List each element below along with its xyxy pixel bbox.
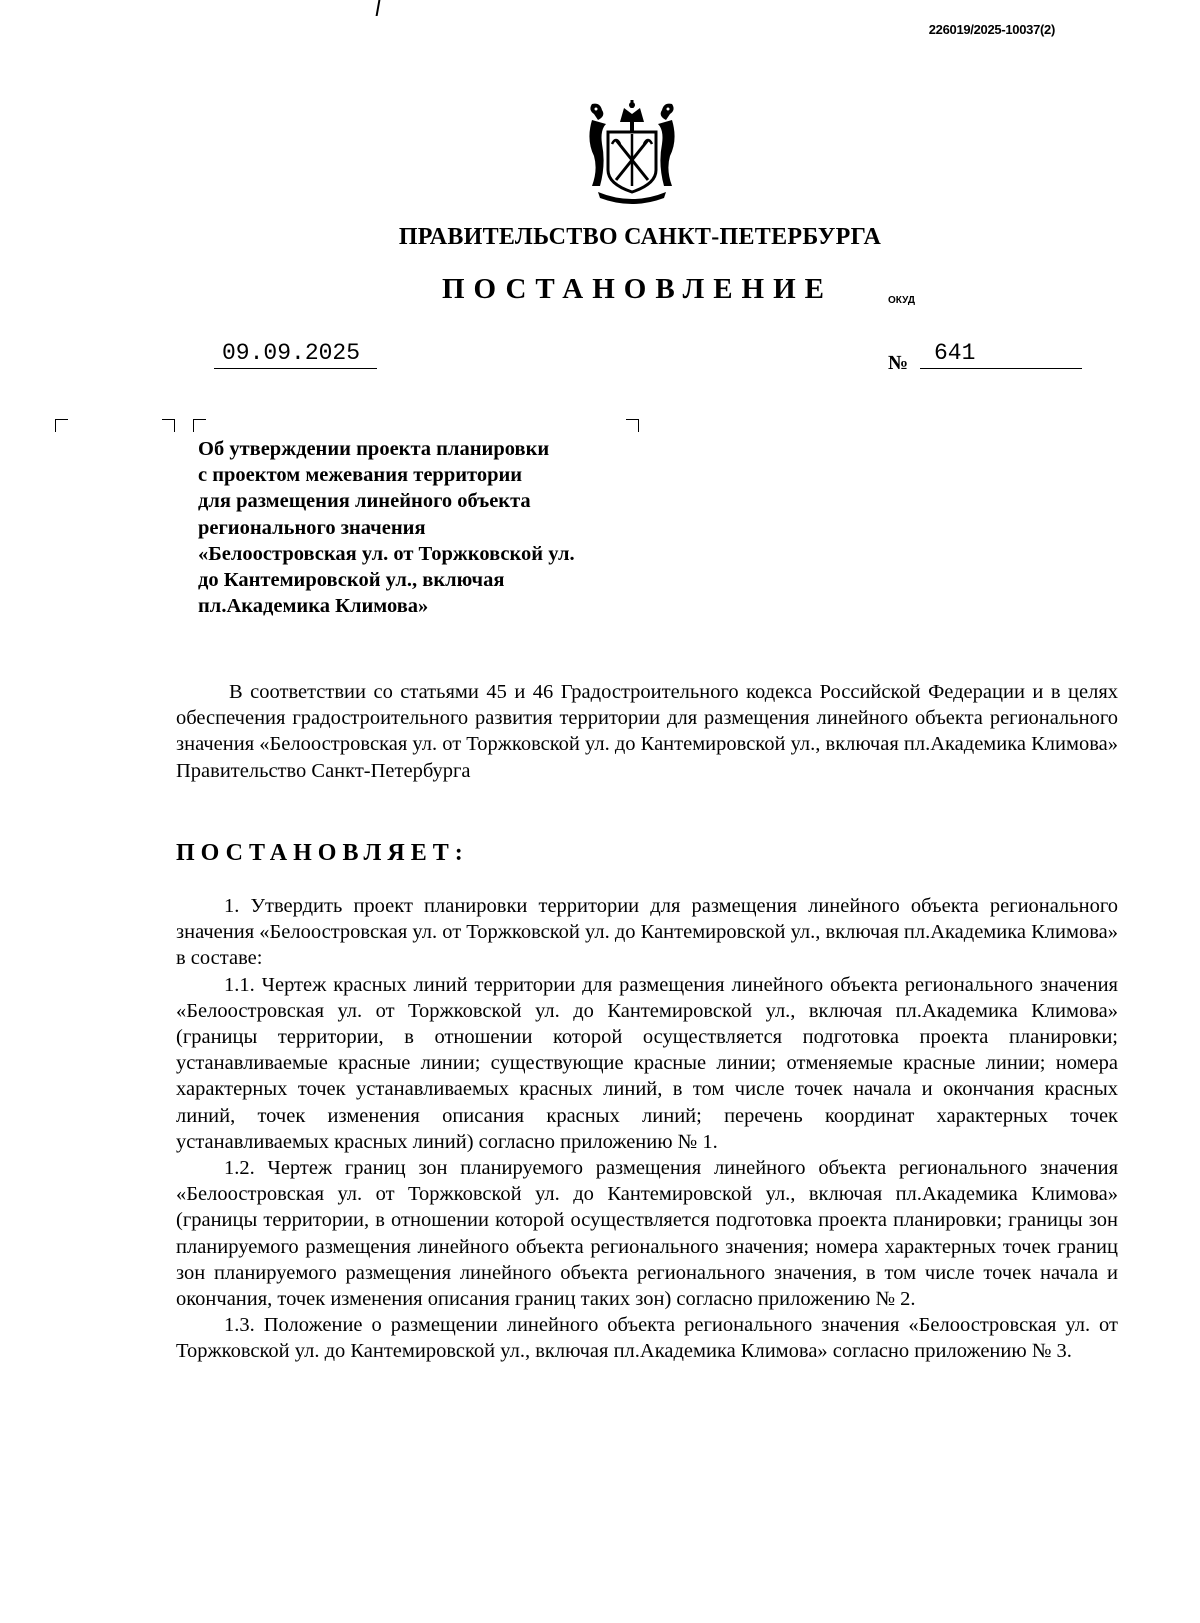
- number-label: №: [888, 352, 909, 374]
- resolution-items: [176, 893, 1118, 1365]
- corner-mark-top-left: [55, 419, 68, 432]
- preamble-block: [176, 679, 1118, 784]
- subject-line: регионального значения: [198, 516, 426, 539]
- document-type-title: ПОСТАНОВЛЕНИЕ: [442, 273, 834, 305]
- subject-block: [198, 436, 658, 619]
- subject-corner-right: [626, 419, 639, 432]
- coat-of-arms-icon: [584, 100, 680, 204]
- registration-number: 226019/2025-10037(2): [928, 22, 1055, 37]
- resolution-item: 1.2. Чертеж границ зон планируемого размещения линейного объекта регионального значения «Белоостровская ул. от Торжковской ул. до Кантемировской ул., включая пл.Академика Климова» (границы территории, в отношении которой осуществляется подготовка проекта планировки; границы зон планируемого размещения линейного объекта регионального значения; номера характерных точек границ зон планируемого размещения линейного объекта регионального значения, в том числе точек начала и окончания, точек изменения описания границ таких зон) согласно приложению № 2.: [176, 1157, 1118, 1311]
- subject-line: «Белоостровская ул. от Торжковской ул.: [198, 542, 575, 565]
- resolution-item: 1.1. Чертеж красных линий территории для размещения линейного объекта регионального значения «Белоостровская ул. от Торжковской ул. до Кантемировской ул., включая пл.Академика Климова» (границы территории, в отношении которой осуществляется подготовка проекта планировки; устанавливаемые красные линии; существующие красные линии; отменяемые красные линии; номера характерных точек устанавливаемых красных линий, в том числе точек начала и окончания красных линий, точек изменения описания красных линий; перечень координат характерных точек устанавливаемых красных линий) согласно приложению № 1.: [176, 973, 1118, 1153]
- scan-mark: [376, 0, 381, 16]
- resolution-item: 1.3. Положение о размещении линейного объекта регионального значения «Белоостровская ул. от Торжковской ул. до Кантемировской ул., включая пл.Академика Климова» согласно приложению № 3.: [176, 1314, 1118, 1363]
- resolves-heading: ПОСТАНОВЛЯЕТ:: [176, 840, 469, 866]
- corner-mark-top-right: [162, 419, 175, 432]
- subject-line: для размещения линейного объекта: [198, 490, 531, 513]
- document-date: 09.09.2025: [214, 340, 377, 369]
- subject-line: до Кантемировской ул., включая: [198, 569, 505, 592]
- government-title: ПРАВИТЕЛЬСТВО САНКТ-ПЕТЕРБУРГА: [398, 224, 882, 250]
- document-number: 641: [920, 340, 1082, 369]
- subject-line: Об утверждении проекта планировки: [198, 438, 550, 460]
- subject-line: с проектом межевания территории: [198, 464, 523, 487]
- preamble-paragraph: В соответствии со статьями 45 и 46 Градостроительного кодекса Российской Федерации и в целях обеспечения градостроительного развития территории для размещения линейного объекта регионального значения «Белоостровская ул. от Торжковской ул. до Кантемировской ул., включая пл.Академика Климова» Правительство Санкт-Петербурга: [176, 681, 1118, 782]
- subject-corner-left: [193, 419, 206, 432]
- subject-line: пл.Академика Климова»: [198, 595, 429, 618]
- resolution-item: 1. Утвердить проект планировки территории для размещения линейного объекта регионального значения «Белоостровская ул. от Торжковской ул. до Кантемировской ул., включая пл.Академика Климова» в составе:: [176, 895, 1118, 970]
- okud-label: ОКУД: [888, 295, 915, 306]
